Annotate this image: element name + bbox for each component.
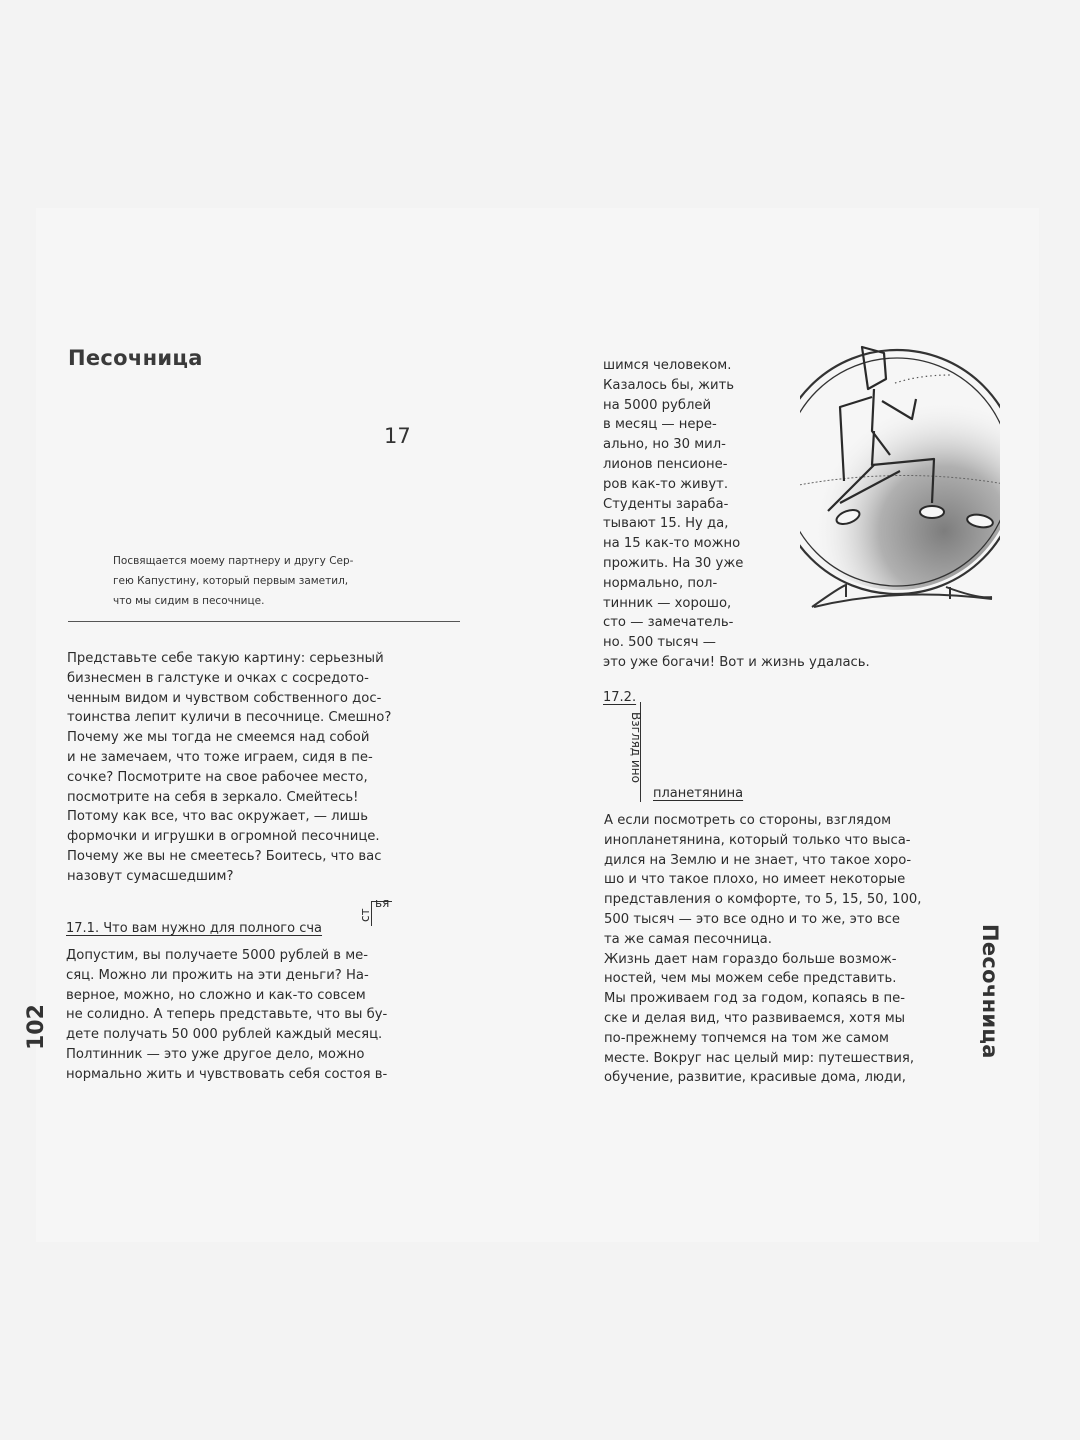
text-line: Мы проживаем год за годом, копаясь в пе- [604,991,906,1007]
text-line: посмотрите на себя в зеркало. Смейтесь! [67,789,359,805]
section-heading-tail: ья [375,896,390,910]
text-line: ностей, чем мы можем себе представить. [604,971,897,987]
text-line: Казалось бы, жить [603,377,735,393]
text-line: та же самая песочница. [604,931,772,947]
text-line: представления о комфорте, то 5, 15, 50, 100, [604,892,922,908]
text-line: на 15 как-то можно [603,536,741,552]
text-line: 500 тысяч — это все одно и то же, это все [604,911,900,927]
text-line: Представьте себе такую картину: серьезный [67,651,384,666]
wheel-stand-base [814,595,992,608]
text-line: шимся человеком. [603,358,732,373]
text-line: Допустим, вы получаете 5000 рублей в ме- [66,948,369,963]
text-line: по-прежнему топчемся на том же самом [604,1030,889,1046]
text-line: не солидно. А теперь представьте, что вы бу- [66,1007,388,1023]
dedication-line: гею Капустину, который первым заметил, [113,575,349,587]
text-line: в месяц — нере- [603,417,717,433]
text-line: ске и делая вид, что развиваемся, хотя мы [604,1010,906,1026]
text-line: ров как-то живут. [603,476,729,492]
text-line: и не замечаем, что тоже играем, сидя в пе- [67,749,373,765]
text-line: это уже богачи! Вот и жизнь удалась. [603,654,870,670]
text-line: назовут сумасшедшим? [67,868,234,884]
text-line: дился на Землю и не знает, что такое хоро- [604,852,912,868]
dedication [113,551,443,611]
intro-paragraph [67,649,391,887]
section2-paragraph [604,811,921,1088]
text-line: сто — замечатель- [603,615,734,631]
divider [68,621,460,622]
text-line: месте. Вокруг нас целый мир: путешествия, [604,1050,915,1066]
text-line: тоинства лепит куличи в песочнице. Смешно? [67,710,392,726]
wheel-runner-illustration [800,335,1000,620]
text-line: Почему же вы не смеетесь? Боитесь, что вас [67,848,382,864]
page-title: Песочница [68,346,203,370]
text-line: Потому как все, что вас окружает, — лишь [67,809,369,825]
text-line: инопланетянина, который только что выса- [604,832,911,848]
text-line: Студенты зараба- [603,496,729,512]
text-line: обучение, развитие, красивые дома, люди, [604,1070,906,1086]
text-line: тинник — хорошо, [603,595,732,611]
section-heading-vertical: Взгляд ино [629,712,643,783]
text-line: ченным видом и чувством собственного дос- [67,690,382,706]
text-line: Полтинник — это уже другое дело, можно [66,1046,365,1062]
text-line: формочки и игрушки в огромной песочнице. [67,829,380,845]
chapter-number: 17 [384,424,411,448]
text-line: бизнесмен в галстуке и очках с сосредото- [67,670,369,686]
text-line: на 5000 рублей [603,397,712,413]
text-line: нормально, пол- [603,575,718,591]
text-line: нормально жить и чувствовать себя состоя в- [66,1066,388,1082]
running-title: Песочница [978,924,1002,1059]
section-heading-vertical: ст [358,908,372,922]
text-line: сочке? Посмотрите на свое рабочее место, [67,769,368,785]
text-line: прожить. На 30 уже [603,555,744,571]
text-line: тывают 15. Ну да, [603,516,729,532]
text-line: Жизнь дает нам гораздо больше возмож- [604,951,897,967]
section-number: 17.2. [603,690,637,705]
text-line: ально, но 30 мил- [603,437,726,453]
text-line: лионов пенсионе- [603,456,728,472]
section-heading-tail: планетянина [653,786,744,801]
text-line: Почему же мы тогда не смеемся над собой [67,730,370,746]
section-heading: 17.1. Что вам нужно для полного сча [66,921,323,936]
text-line: А если посмотреть со стороны, взглядом [604,813,892,828]
text-line: шо и что такое плохо, но имеет некоторые [604,872,906,888]
text-line: сяц. Можно ли прожить на эти деньги? На- [66,967,369,983]
section1-paragraph [66,946,387,1085]
dedication-line: что мы сидим в песочнице. [113,595,265,607]
text-line: верное, можно, но сложно и как-то совсем [66,987,366,1003]
text-line: но. 500 тысяч — [603,635,716,651]
page-number: 102 [24,1004,49,1050]
text-line: дете получать 50 000 рублей каждый месяц. [66,1027,383,1043]
dedication-line: Посвящается моему партнеру и другу Сер- [113,555,354,567]
